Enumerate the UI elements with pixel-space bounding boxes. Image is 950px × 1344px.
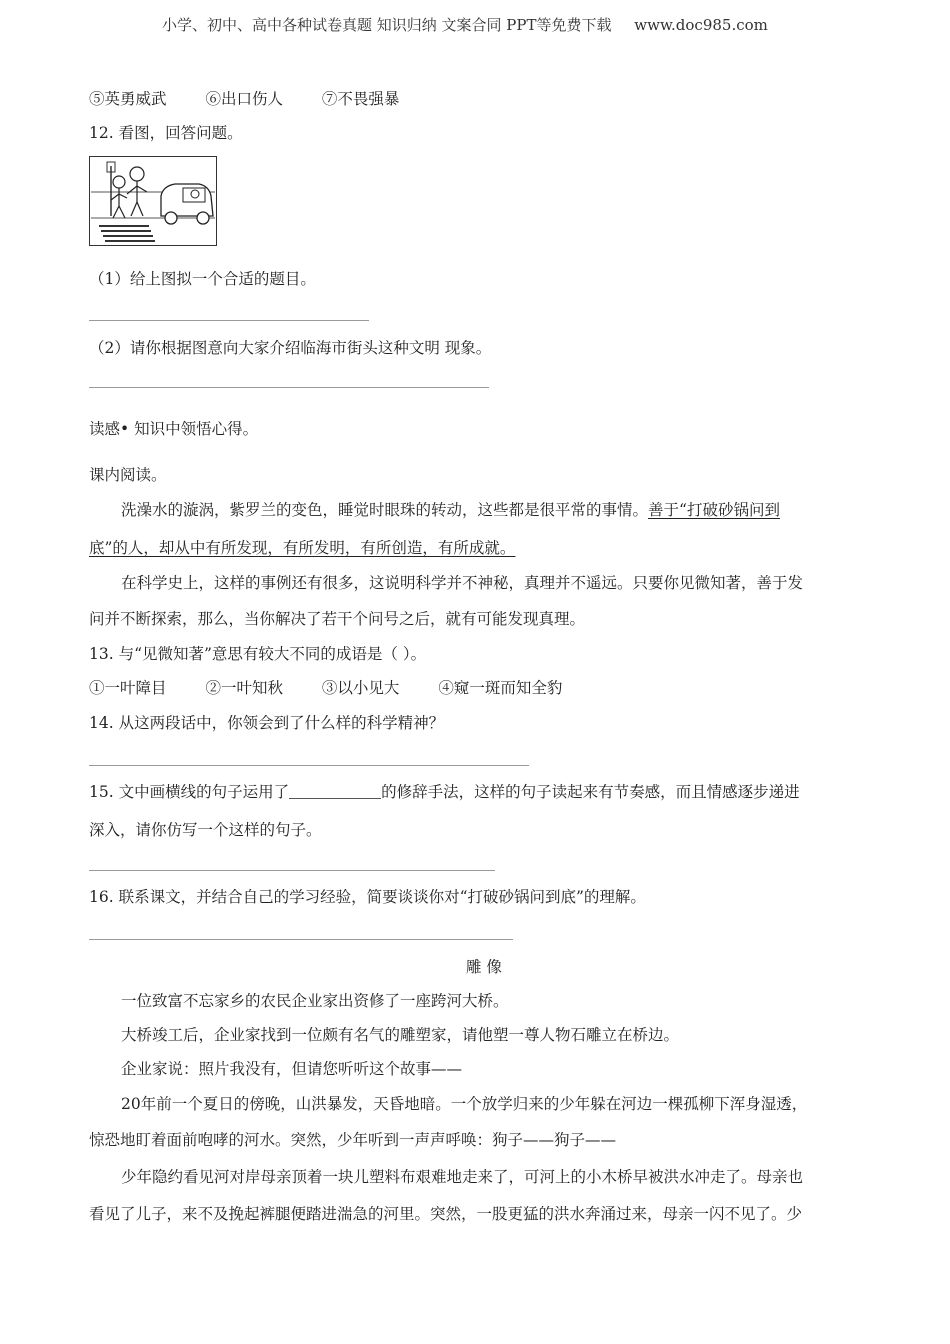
passage-paragraph-2: 在科学史上，这样的事例还有很多，这说明科学并不神秘，真理并不遥远。只要你见微知著，善于发 bbox=[121, 574, 804, 592]
story-line: 看见了儿子，来不及挽起裤腿便踏进湍急的河里。突然，一股更猛的洪水奔涌过来，母亲一闪不见了。少 bbox=[89, 1205, 803, 1223]
choice-option[interactable]: ③以小见大 bbox=[321, 679, 400, 697]
answer-line[interactable] bbox=[89, 870, 495, 871]
idiom-option: ⑥出口伤人 bbox=[205, 90, 283, 108]
question-15-line2: 深入，请你仿写一个这样的句子。 bbox=[89, 821, 322, 839]
question-12-part2: （2）请你根据图意向大家介绍临海市街头这种文明 现象。 bbox=[89, 339, 492, 357]
idiom-option: ⑦不畏强暴 bbox=[321, 90, 400, 108]
crosswalk-drawing bbox=[89, 156, 217, 246]
underlined-sentence-continued: 底”的人，却从中有所发现，有所发明，有所创造，有所成就。 bbox=[89, 539, 516, 557]
question-13-stem: 13. 与“见微知著”意思有较大不同的成语是（ ）。 bbox=[89, 645, 427, 663]
question-12-title: 12. 看图，回答问题。 bbox=[89, 124, 243, 142]
question-15-stem bbox=[89, 784, 800, 801]
question-13-options bbox=[89, 681, 562, 697]
question-15-suffix: 的修辞手法，这样的句子读起来有节奏感，而且情感逐步递进 bbox=[381, 783, 800, 801]
answer-line[interactable] bbox=[89, 939, 513, 940]
answer-line[interactable] bbox=[89, 387, 489, 388]
page-header bbox=[162, 14, 768, 35]
answer-line[interactable] bbox=[89, 765, 529, 766]
fill-blank[interactable] bbox=[289, 784, 381, 799]
story-title: 雕 像 bbox=[466, 958, 502, 976]
section-intro: 课内阅读。 bbox=[89, 466, 167, 484]
question-14-stem: 14. 从这两段话中，你领会到了什么样的科学精神？ bbox=[89, 714, 445, 732]
underlined-sentence: 善于“打破砂锅问到 bbox=[648, 501, 780, 519]
idiom-options bbox=[89, 92, 399, 108]
passage-paragraph-1 bbox=[121, 503, 780, 519]
story-line: 大桥竣工后，企业家找到一位颇有名气的雕塑家，请他塑一尊人物石雕立在桥边。 bbox=[121, 1026, 680, 1044]
header-site-link[interactable]: www.doc985.com bbox=[634, 16, 768, 34]
passage-text: 洗澡水的漩涡，紫罗兰的变色，睡觉时眼珠的转动，这些都是很平常的事情。 bbox=[121, 501, 649, 519]
idiom-option: ⑤英勇威武 bbox=[89, 90, 167, 108]
crosswalk-illustration bbox=[89, 156, 217, 246]
story-line: 20年前一个夏日的傍晚，山洪暴发，天昏地暗。一个放学归来的少年躲在河边一棵孤柳下浑身湿透， bbox=[121, 1095, 808, 1113]
story-line: 惊恐地盯着面前咆哮的河水。突然，少年听到一声声呼唤：狗子——狗子—— bbox=[89, 1131, 617, 1149]
question-16-stem: 16. 联系课文，并结合自己的学习经验，简要谈谈你对“打破砂锅问到底”的理解。 bbox=[89, 888, 646, 906]
choice-option[interactable]: ④窥一斑而知全豹 bbox=[438, 679, 563, 697]
answer-line[interactable] bbox=[89, 320, 369, 321]
story-line: 一位致富不忘家乡的农民企业家出资修了一座跨河大桥。 bbox=[121, 992, 509, 1010]
passage-paragraph-2-line2: 问并不断探索，那么，当你解决了若干个问号之后，就有可能发现真理。 bbox=[89, 610, 586, 628]
question-12-part1: （1）给上图拟一个合适的题目。 bbox=[89, 270, 316, 288]
story-line: 企业家说：照片我没有，但请您听听这个故事—— bbox=[121, 1060, 463, 1078]
header-text: 小学、初中、高中各种试卷真题 知识归纳 文案合同 PPT等免费下载 bbox=[162, 16, 612, 34]
section-title: 读感• 知识中领悟心得。 bbox=[89, 420, 259, 438]
choice-option[interactable]: ②一叶知秋 bbox=[205, 679, 283, 697]
question-15-prefix: 15. 文中画横线的句子运用了 bbox=[89, 783, 290, 801]
choice-option[interactable]: ①一叶障目 bbox=[89, 679, 167, 697]
story-line: 少年隐约看见河对岸母亲顶着一块儿塑料布艰难地走来了，可河上的小木桥早被洪水冲走了。母亲也 bbox=[121, 1168, 804, 1186]
